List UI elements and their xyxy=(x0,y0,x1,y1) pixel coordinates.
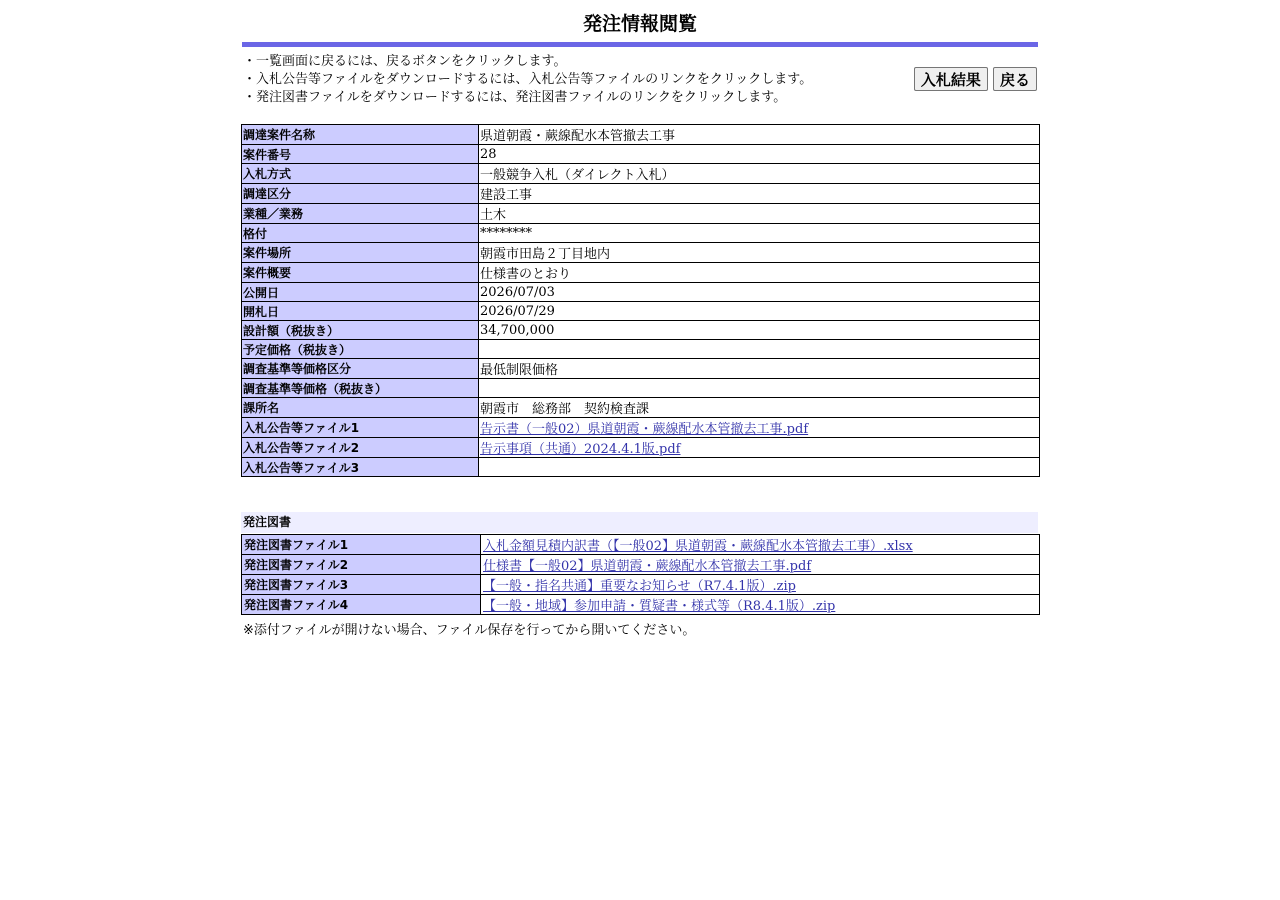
field-value: 県道朝霞・蕨線配水本管撤去工事 xyxy=(479,125,1040,145)
table-row xyxy=(242,302,1040,321)
table-row xyxy=(242,204,1040,224)
file-label: 発注図書ファイル4 xyxy=(242,595,481,615)
table-row xyxy=(242,145,1040,164)
field-label: 課所名 xyxy=(242,398,479,418)
table-row xyxy=(242,438,1040,458)
bid-notice-file-link-1[interactable]: 告示書（一般02）県道朝霞・蕨線配水本管撤去工事.pdf xyxy=(480,422,809,437)
bid-result-button[interactable]: 入札結果 xyxy=(914,67,988,91)
field-value xyxy=(479,458,1040,477)
table-row xyxy=(242,340,1040,359)
field-value: 2026/07/29 xyxy=(479,302,1040,321)
table-row xyxy=(242,555,1040,575)
table-row xyxy=(242,283,1040,302)
table-row xyxy=(242,535,1040,555)
field-value xyxy=(479,438,1040,458)
table-row xyxy=(242,418,1040,438)
field-value xyxy=(479,340,1040,359)
field-value: 朝霞市 総務部 契約検査課 xyxy=(479,398,1040,418)
drawing-file-link-3[interactable]: 【一般・指名共通】重要なお知らせ（R7.4.1版）.zip xyxy=(483,579,796,594)
file-label: 発注図書ファイル1 xyxy=(242,535,481,555)
field-value: ******** xyxy=(479,224,1040,243)
field-label: 入札公告等ファイル3 xyxy=(242,458,479,477)
page-title: 発注情報閲覧 xyxy=(582,13,697,35)
table-row xyxy=(242,458,1040,477)
field-label: 予定価格（税抜き） xyxy=(242,340,479,359)
field-value: 28 xyxy=(479,145,1040,164)
field-label: 調達区分 xyxy=(242,184,479,204)
field-label: 入札方式 xyxy=(242,164,479,184)
table-row xyxy=(242,184,1040,204)
table-row xyxy=(242,125,1040,145)
drawing-file-link-4[interactable]: 【一般・地域】参加申請・質疑書・様式等（R8.4.1版）.zip xyxy=(483,599,836,614)
field-value: 34,700,000 xyxy=(479,321,1040,340)
field-value: 最低制限価格 xyxy=(479,359,1040,379)
table-row xyxy=(242,575,1040,595)
field-label: 設計額（税抜き） xyxy=(242,321,479,340)
field-label: 調査基準等価格（税抜き） xyxy=(242,379,479,398)
field-value xyxy=(479,418,1040,438)
table-row xyxy=(242,398,1040,418)
file-value xyxy=(481,595,1040,615)
field-label: 業種／業務 xyxy=(242,204,479,224)
field-label: 案件番号 xyxy=(242,145,479,164)
back-button[interactable]: 戻る xyxy=(993,67,1037,91)
field-label: 入札公告等ファイル2 xyxy=(242,438,479,458)
drawing-file-link-2[interactable]: 仕様書【一般02】県道朝霞・蕨線配水本管撤去工事.pdf xyxy=(483,559,812,574)
field-value xyxy=(479,379,1040,398)
field-label: 案件場所 xyxy=(242,243,479,263)
field-label: 調査基準等価格区分 xyxy=(242,359,479,379)
table-row xyxy=(242,321,1040,340)
table-row xyxy=(242,595,1040,615)
file-label: 発注図書ファイル3 xyxy=(242,575,481,595)
table-row xyxy=(242,359,1040,379)
field-label: 開札日 xyxy=(242,302,479,321)
drawings-table xyxy=(241,534,1040,615)
field-value: 朝霞市田島２丁目地内 xyxy=(479,243,1040,263)
field-label: 案件概要 xyxy=(242,263,479,283)
field-value: 建設工事 xyxy=(479,184,1040,204)
file-label: 発注図書ファイル2 xyxy=(242,555,481,575)
instruction-line: ・発注図書ファイルをダウンロードするには、発注図書ファイルのリンクをクリックします。 xyxy=(243,90,787,105)
field-value: 2026/07/03 xyxy=(479,283,1040,302)
drawing-file-link-1[interactable]: 入札金額見積内訳書（【一般02】県道朝霞・蕨線配水本管撤去工事）.xlsx xyxy=(483,539,913,554)
field-label: 入札公告等ファイル1 xyxy=(242,418,479,438)
file-value xyxy=(481,555,1040,575)
info-area xyxy=(241,47,1039,119)
file-value xyxy=(481,575,1040,595)
detail-table xyxy=(241,124,1040,477)
table-row xyxy=(242,224,1040,243)
table-row xyxy=(242,263,1040,283)
table-row xyxy=(242,379,1040,398)
field-label: 格付 xyxy=(242,224,479,243)
instruction-line: ・入札公告等ファイルをダウンロードするには、入札公告等ファイルのリンクをクリックします。 xyxy=(243,72,813,87)
instruction-line: ・一覧画面に戻るには、戻るボタンをクリックします。 xyxy=(243,54,567,69)
table-row xyxy=(242,243,1040,263)
field-value: 仕様書のとおり xyxy=(479,263,1040,283)
table-row xyxy=(242,164,1040,184)
field-value: 一般競争入札（ダイレクト入札） xyxy=(479,164,1040,184)
file-value xyxy=(481,535,1040,555)
field-label: 調達案件名称 xyxy=(242,125,479,145)
action-buttons xyxy=(914,67,1037,91)
instructions xyxy=(243,53,812,107)
attachment-note: ※添付ファイルが開けない場合、ファイル保存を行ってから開いてください。 xyxy=(243,623,696,638)
drawings-section-header: 発注図書 xyxy=(241,512,1038,533)
page-container xyxy=(241,0,1039,638)
field-label: 公開日 xyxy=(242,283,479,302)
bid-notice-file-link-2[interactable]: 告示事項（共通）2024.4.1版.pdf xyxy=(480,442,681,457)
field-value: 土木 xyxy=(479,204,1040,224)
